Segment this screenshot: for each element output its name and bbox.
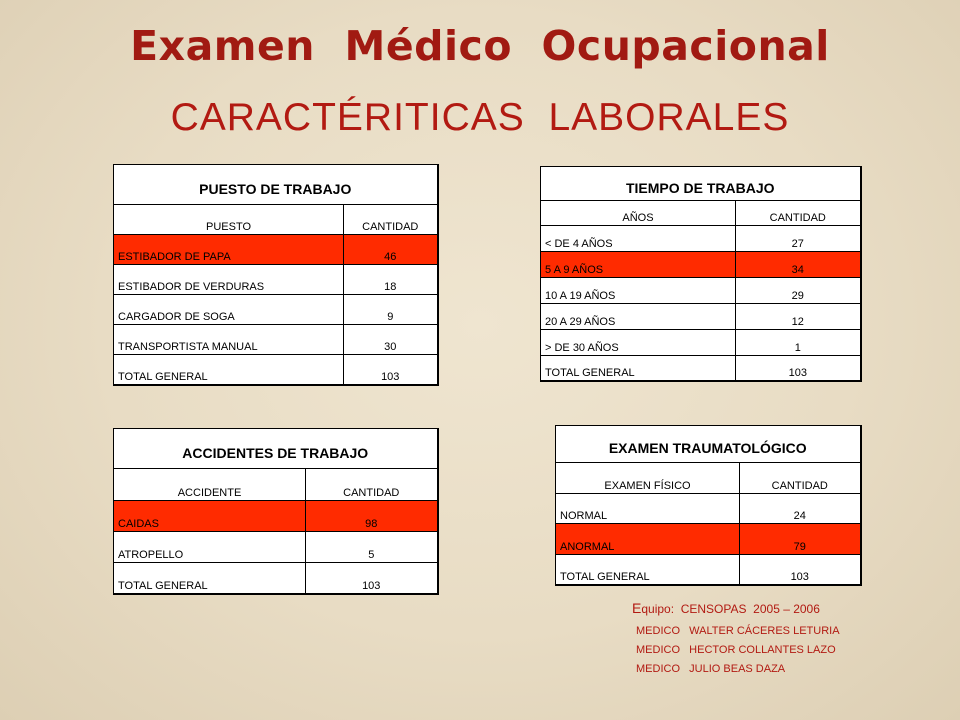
slide-title: Examen Médico Ocupacional [130,22,830,70]
row-value: 79 [740,524,861,555]
column-header: PUESTO [114,205,344,235]
team-member: MEDICO WALTER CÁCERES LETURIA [636,625,840,637]
column-header: CANTIDAD [740,463,861,494]
row-value: 12 [736,304,861,330]
slide-subtitle: CARACTÉRITICAS LABORALES [170,96,790,139]
row-value: 29 [736,278,861,304]
team-member: MEDICO JULIO BEAS DAZA [636,663,786,675]
row-label: NORMAL [556,494,740,524]
column-header: CANTIDAD [344,205,438,235]
team-credits [632,600,840,679]
row-value: 30 [344,325,438,355]
examen-traumatologico-table [555,425,862,586]
puesto-de-trabajo-table [113,164,439,386]
row-value: 34 [736,252,861,278]
total-value: 103 [736,356,861,381]
total-label: TOTAL GENERAL [541,356,736,381]
row-label: CARGADOR DE SOGA [114,295,344,325]
table-title: EXAMEN TRAUMATOLÓGICO [556,426,861,463]
column-header: EXAMEN FÍSICO [556,463,740,494]
row-label: 10 A 19 AÑOS [541,278,736,304]
total-value: 103 [306,563,438,594]
row-label: ANORMAL [556,524,740,555]
table-title: TIEMPO DE TRABAJO [541,167,861,201]
team-member: MEDICO HECTOR COLLANTES LAZO [636,644,836,656]
column-header: AÑOS [541,201,736,226]
row-label: ESTIBADOR DE PAPA [114,235,344,265]
row-label: > DE 30 AÑOS [541,330,736,356]
row-value: 9 [344,295,438,325]
row-value: 5 [306,532,438,563]
row-value: 46 [344,235,438,265]
row-label: ATROPELLO [114,532,306,563]
total-label: TOTAL GENERAL [556,555,740,585]
row-label: 20 A 29 AÑOS [541,304,736,330]
row-label: ESTIBADOR DE VERDURAS [114,265,344,295]
column-header: ACCIDENTE [114,469,306,501]
total-value: 103 [740,555,861,585]
row-value: 1 [736,330,861,356]
row-value: 27 [736,226,861,252]
table-title: ACCIDENTES DE TRABAJO [114,429,438,469]
table-title: PUESTO DE TRABAJO [114,165,438,205]
row-label: < DE 4 AÑOS [541,226,736,252]
row-value: 24 [740,494,861,524]
row-value: 98 [306,501,438,532]
accidentes-de-trabajo-table [113,428,439,595]
total-label: TOTAL GENERAL [114,563,306,594]
row-label: CAIDAS [114,501,306,532]
total-value: 103 [344,355,438,385]
row-label: 5 A 9 AÑOS [541,252,736,278]
column-header: CANTIDAD [306,469,438,501]
tiempo-de-trabajo-table [540,166,862,382]
column-header: CANTIDAD [736,201,861,226]
total-label: TOTAL GENERAL [114,355,344,385]
row-label: TRANSPORTISTA MANUAL [114,325,344,355]
team-heading: Equipo: CENSOPAS 2005 – 2006 [632,600,820,616]
row-value: 18 [344,265,438,295]
